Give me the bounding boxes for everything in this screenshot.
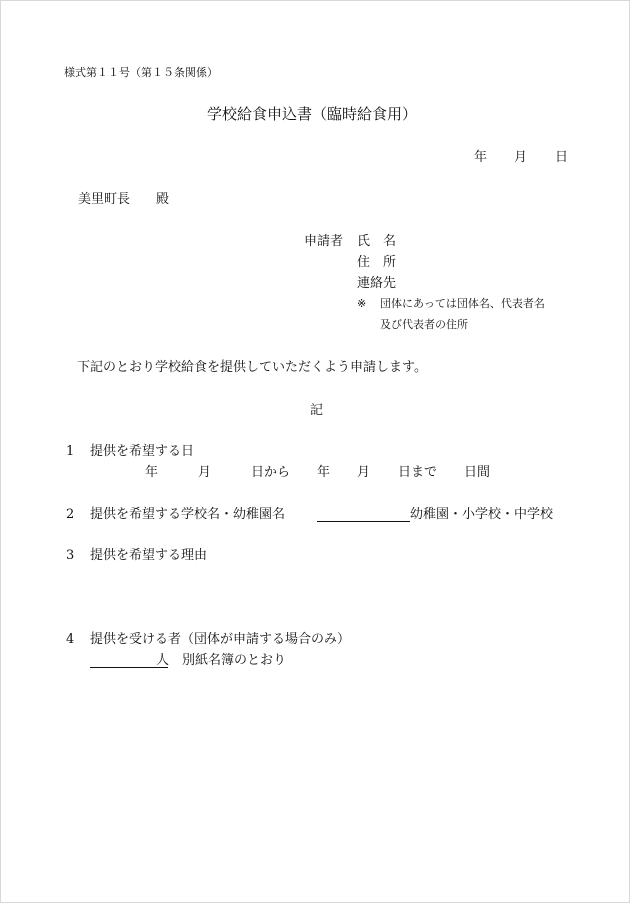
item1-label: 提供を希望する日 xyxy=(90,444,195,459)
item1-month-to: 月 xyxy=(357,465,371,480)
addressee-honorific: 殿 xyxy=(156,192,170,207)
item1-day-from: 日から xyxy=(251,465,291,480)
applicant-note-line1: 団体にあっては団体名、代表者名 xyxy=(380,297,545,310)
item1-day-to: 日まで xyxy=(398,465,438,480)
item4-number: 4 xyxy=(66,632,75,647)
item2-options: 幼稚園・小学校・中学校 xyxy=(410,507,554,522)
ki-heading: 記 xyxy=(310,403,324,418)
item1-number: 1 xyxy=(66,444,75,459)
applicant-label: 申請者 xyxy=(304,234,344,249)
date-year-label: 年 xyxy=(474,150,488,165)
item4-unit: 人 xyxy=(156,653,170,668)
item3-number: 3 xyxy=(66,548,75,563)
intro-text: 下記のとおり学校給食を提供していただくよう申請します。 xyxy=(77,360,427,375)
applicant-name-label: 氏 名 xyxy=(357,234,397,249)
date-day-label: 日 xyxy=(555,150,569,165)
date-month-label: 月 xyxy=(514,150,528,165)
item1-year-from: 年 xyxy=(145,465,159,480)
item2-label: 提供を希望する学校名・幼稚園名 xyxy=(90,507,286,522)
addressee-name: 美里町長 xyxy=(78,192,131,207)
item2-school-name-line xyxy=(317,521,410,522)
applicant-note-mark: ※ xyxy=(357,297,367,310)
item1-month-from: 月 xyxy=(198,465,212,480)
item1-year-to: 年 xyxy=(317,465,331,480)
item4-note: 別紙名簿のとおり xyxy=(182,653,287,668)
item3-label: 提供を希望する理由 xyxy=(90,548,208,563)
applicant-address-label: 住 所 xyxy=(357,255,397,270)
item2-number: 2 xyxy=(66,507,75,522)
form-number: 様式第１１号（第１５条関係） xyxy=(64,66,218,79)
applicant-contact-label: 連絡先 xyxy=(357,276,397,291)
applicant-note-line2: 及び代表者の住所 xyxy=(380,318,468,331)
page-title: 学校給食申込書（臨時給食用） xyxy=(207,105,418,123)
item4-label: 提供を受ける者（団体が申請する場合のみ） xyxy=(90,632,351,647)
item1-days: 日間 xyxy=(464,465,491,480)
